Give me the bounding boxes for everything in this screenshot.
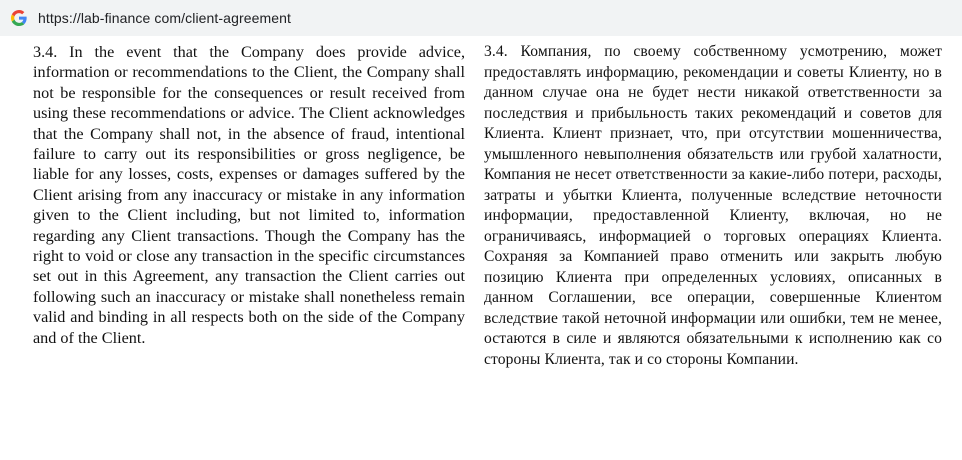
google-g-icon [10,9,28,27]
russian-clause-text: 3.4. Компания, по своему собственному усмотрению, может предоставлять информацию, рекомендации и советы Клиенту, но в данном случае она не будет нести никакой ответственности за последствия и прибыльность таких рекомендаций и советов для Клиента. Клиент признает, что, при отсутствии мошенничества, умышленного невыполнения обязательств или грубой халатности, Компания не несет ответственности за какие-либо потери, расходы, затраты и убытки Клиента, полученные вследствие неточности информации, предоставленной Клиенту, включая, но не ограничиваясь, информацией о торговых операциях Клиента. Сохраняя за Компанией право отменить или закрыть любую позицию Клиента при определенных условиях, описанных в данном Соглашении, все операции, совершенные Клиентом вследствие такой неточной информации или ошибки, тем не менее, остаются в силе и являются обязательными к исполнению как со стороны Клиента, так и со стороны Компании. [484,43,942,368]
address-bar[interactable] [0,0,962,36]
url-text[interactable]: https://lab-finance com/client-agreement [38,10,292,26]
english-clause-text: 3.4. In the event that the Company does provide advice, information or recommendations to the Client, the Company shall not be responsible for the consequences or result received from using these recommendations or advice. The Client acknowledges that the Company shall not, in the absence of fraud, intentional failure to carry out its responsibilities or gross negligence, be liable for any losses, costs, expenses or damages suffered by the Client arising from any inaccuracy or mistake in any information given to the Client including, but not limited to, information regarding any Client transactions. Though the Company has the right to void or close any transaction in the specific circumstances set out in this Agreement, any transaction the Client carries out following such an inaccuracy or mistake shall nonetheless remain valid and binding in all respects both on the side of the Company and of the Client. [33,43,465,347]
